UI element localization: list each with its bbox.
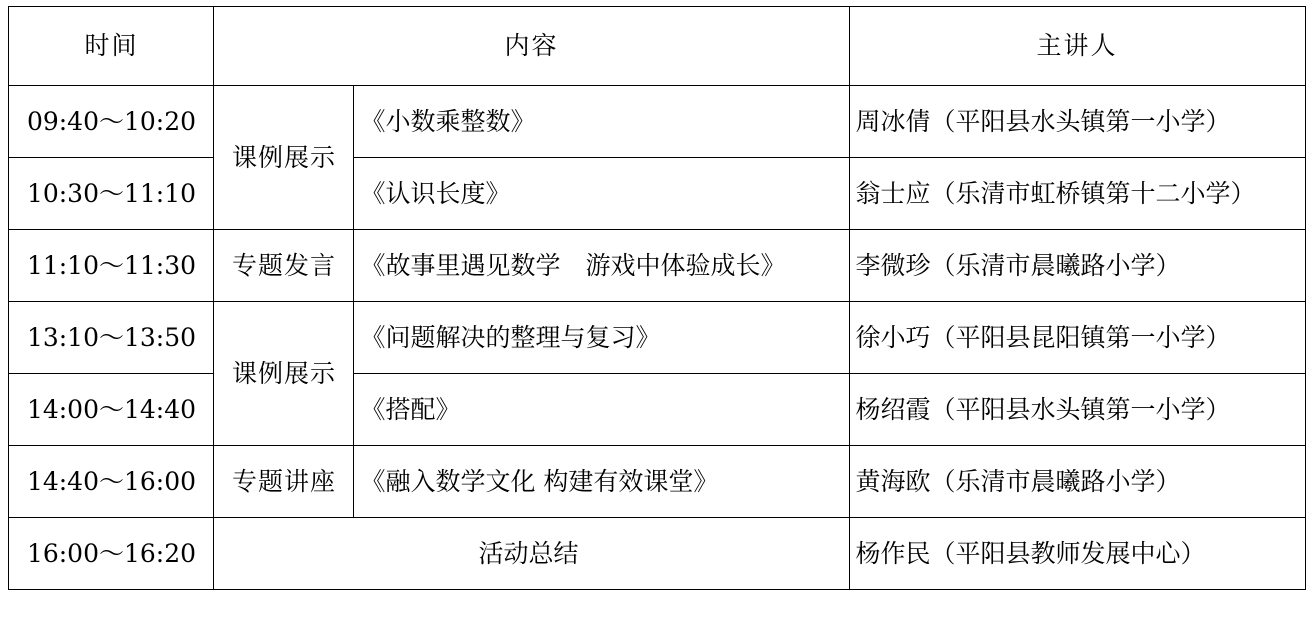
cell-speaker: 杨绍霞（平阳县水头镇第一小学） <box>849 374 1305 446</box>
cell-speaker: 周冰倩（平阳县水头镇第一小学） <box>849 86 1305 158</box>
cell-time: 14:40～16:00 <box>9 446 214 518</box>
table-row <box>9 302 1305 374</box>
header-time: 时间 <box>9 7 214 86</box>
table-row <box>9 518 1305 590</box>
cell-time: 14:00～14:40 <box>9 374 214 446</box>
cell-speaker: 杨作民（平阳县教师发展中心） <box>849 518 1305 590</box>
cell-content: 《故事里遇见数学 游戏中体验成长》 <box>354 230 849 302</box>
cell-time: 09:40～10:20 <box>9 86 214 158</box>
cell-type: 课例展示 <box>214 86 354 230</box>
header-speaker: 主讲人 <box>849 7 1305 86</box>
table-row <box>9 374 1305 446</box>
table-row <box>9 446 1305 518</box>
cell-content: 《融入数学文化 构建有效课堂》 <box>354 446 849 518</box>
cell-content: 《问题解决的整理与复习》 <box>354 302 849 374</box>
table-row <box>9 158 1305 230</box>
cell-content: 《认识长度》 <box>354 158 849 230</box>
cell-type: 专题讲座 <box>214 446 354 518</box>
cell-type: 专题发言 <box>214 230 354 302</box>
table-row <box>9 86 1305 158</box>
cell-speaker: 徐小巧（平阳县昆阳镇第一小学） <box>849 302 1305 374</box>
cell-content: 活动总结 <box>214 518 849 590</box>
schedule-table <box>8 6 1305 590</box>
cell-time: 16:00～16:20 <box>9 518 214 590</box>
cell-speaker: 翁士应（乐清市虹桥镇第十二小学） <box>849 158 1305 230</box>
table-header-row <box>9 7 1305 86</box>
cell-speaker: 李微珍（乐清市晨曦路小学） <box>849 230 1305 302</box>
cell-content: 《小数乘整数》 <box>354 86 849 158</box>
table-row <box>9 230 1305 302</box>
cell-type: 课例展示 <box>214 302 354 446</box>
cell-speaker: 黄海欧（乐清市晨曦路小学） <box>849 446 1305 518</box>
cell-time: 13:10～13:50 <box>9 302 214 374</box>
cell-time: 10:30～11:10 <box>9 158 214 230</box>
header-content: 内容 <box>214 7 849 86</box>
cell-content: 《搭配》 <box>354 374 849 446</box>
cell-time: 11:10～11:30 <box>9 230 214 302</box>
